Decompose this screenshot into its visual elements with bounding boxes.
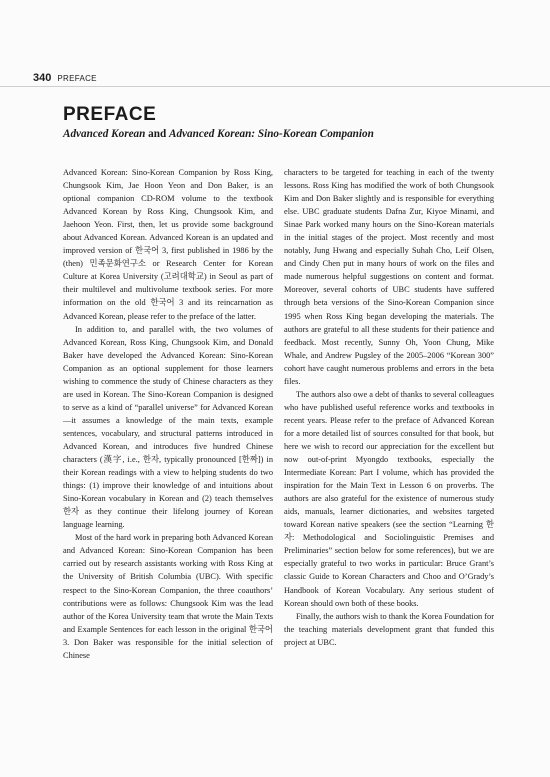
page-number: 340 xyxy=(33,72,52,84)
subtitle-part-2: Advanced Korean: Sino-Korean Companion xyxy=(169,128,374,140)
page-title: PREFACE xyxy=(63,104,157,125)
page-subtitle xyxy=(63,128,374,140)
subtitle-part-1: Advanced Korean xyxy=(63,128,146,140)
left-paragraph-2: In addition to, and parallel with, the two volumes of Advanced Korean, Ross King, Chungsook Kim, and Donald Baker have developed the Advanced Korean: Sino-Korean Companion as an optional supplement for those learners wishing to commence the study of Chinese characters as they are used in Korean. The Sino-Korean Companion is designed to serve as a kind of “parallel universe” for Advanced Korean—it assumes a knowledge of the main texts, example sentences, vocabulary, and structural patterns introduced in Advanced Korean, and introduces five hundred Chinese characters (漢字, i.e., 한자, typically pronounced [한짜]) in their Korean readings with a view to helping students do two things: (1) improve their knowledge of and intuitions about Sino-Korean vocabulary in Korean and (2) teach themselves 한자 as they continue their lifelong journey of Korean language learning. xyxy=(63,324,273,530)
right-column xyxy=(284,166,494,649)
right-paragraph-1: characters to be targeted for teaching in each of the twenty lessons. Ross King has modified the work of both Chungsook Kim and Don Baker slightly and is responsible for everything else. UBC graduate students Dafna Zur, Kiyoe Minami, and Sinae Park worked many hours on the Sino-Korean materials in the initial stages of the project. Most recently and most notably, Jung Hwang and especially Suhah Cho, Leif Olsen, and Cindy Chen put in many hours of work on the files and made numerous helpful suggestions on content and format. Moreover, several cohorts of UBC students have suffered through beta versions of the Sino-Korean Companion since 1995 when Ross King began developing the materials. The authors are grateful to all these students for their patience and feedback. Most recently, Sunny Oh, Yoon Chung, Mike Whale, and Andrew Pugsley of the 2005–2006 “Korean 300” cohort have caught numerous problems and errors in the beta files. xyxy=(284,168,494,386)
running-title: PREFACE xyxy=(57,74,97,83)
right-paragraph-3: Finally, the authors wish to thank the Korea Foundation for the teaching materials development grant that funded this project at UBC. xyxy=(284,611,494,647)
header-rule xyxy=(0,86,550,87)
subtitle-and: and xyxy=(145,128,169,140)
running-head xyxy=(33,72,97,84)
left-column xyxy=(63,166,273,662)
right-paragraph-2: The authors also owe a debt of thanks to several colleagues who have published useful reference works and textbooks in recent years. Please refer to the preface of Advanced Korean for a more detailed list of sources consulted for that book, but here we wish to record our appreciation for the excellent but now out-of-print Myongdo textbooks, especially the Intermediate Korean: Part I volume, which has provided the inspiration for the Main Text in Lesson 6 on proverbs. The authors are also grateful for the existence of numerous study aids, manuals, learner dictionaries, and websites targeted toward Korean native speakers (see the section “Learning 한자: Methodological and Sociolinguistic Premises and Preliminaries” section below for some references), but we are especially grateful to two works in particular: Bruce Grant’s classic Guide to Korean Characters and Choo and O’Grady’s Handbook of Korean Vocabulary. Any serious student of Korean should own both of these books. xyxy=(284,389,494,608)
left-paragraph-3: Most of the hard work in preparing both Advanced Korean and Advanced Korean: Sino-Korean Companion has been carried out by research assistants working with Ross King at the University of British Columbia (UBC). With specific respect to the Sino-Korean Companion, the three coauthors’ contributions were as follows: Chungsook Kim was the lead author of the Korea University team that wrote the Main Texts and Example Sentences for each lesson in the original 한국어 3. Don Baker was responsible for the initial selection of Chinese xyxy=(63,533,273,660)
left-paragraph-1: Advanced Korean: Sino-Korean Companion by Ross King, Chungsook Kim, Jae Hoon Yeon and Don Baker, is an optional companion CD-ROM volume to the textbook Advanced Korean by Ross King, Chungsook Kim, and Jaehoon Yeon. First, then, let us provide some background about Advanced Korean. Advanced Korean is an updated and improved version of 한국어 3, first published in 1986 by the (then) 민족문화연구소 or Research Center for Korean Culture at Korea University (고려대학교) in Seoul as part of their multilevel and multivolume textbook series. For more information on the old 한국어 3 and its reincarnation as Advanced Korean, please refer to the preface of the latter. xyxy=(63,168,273,321)
